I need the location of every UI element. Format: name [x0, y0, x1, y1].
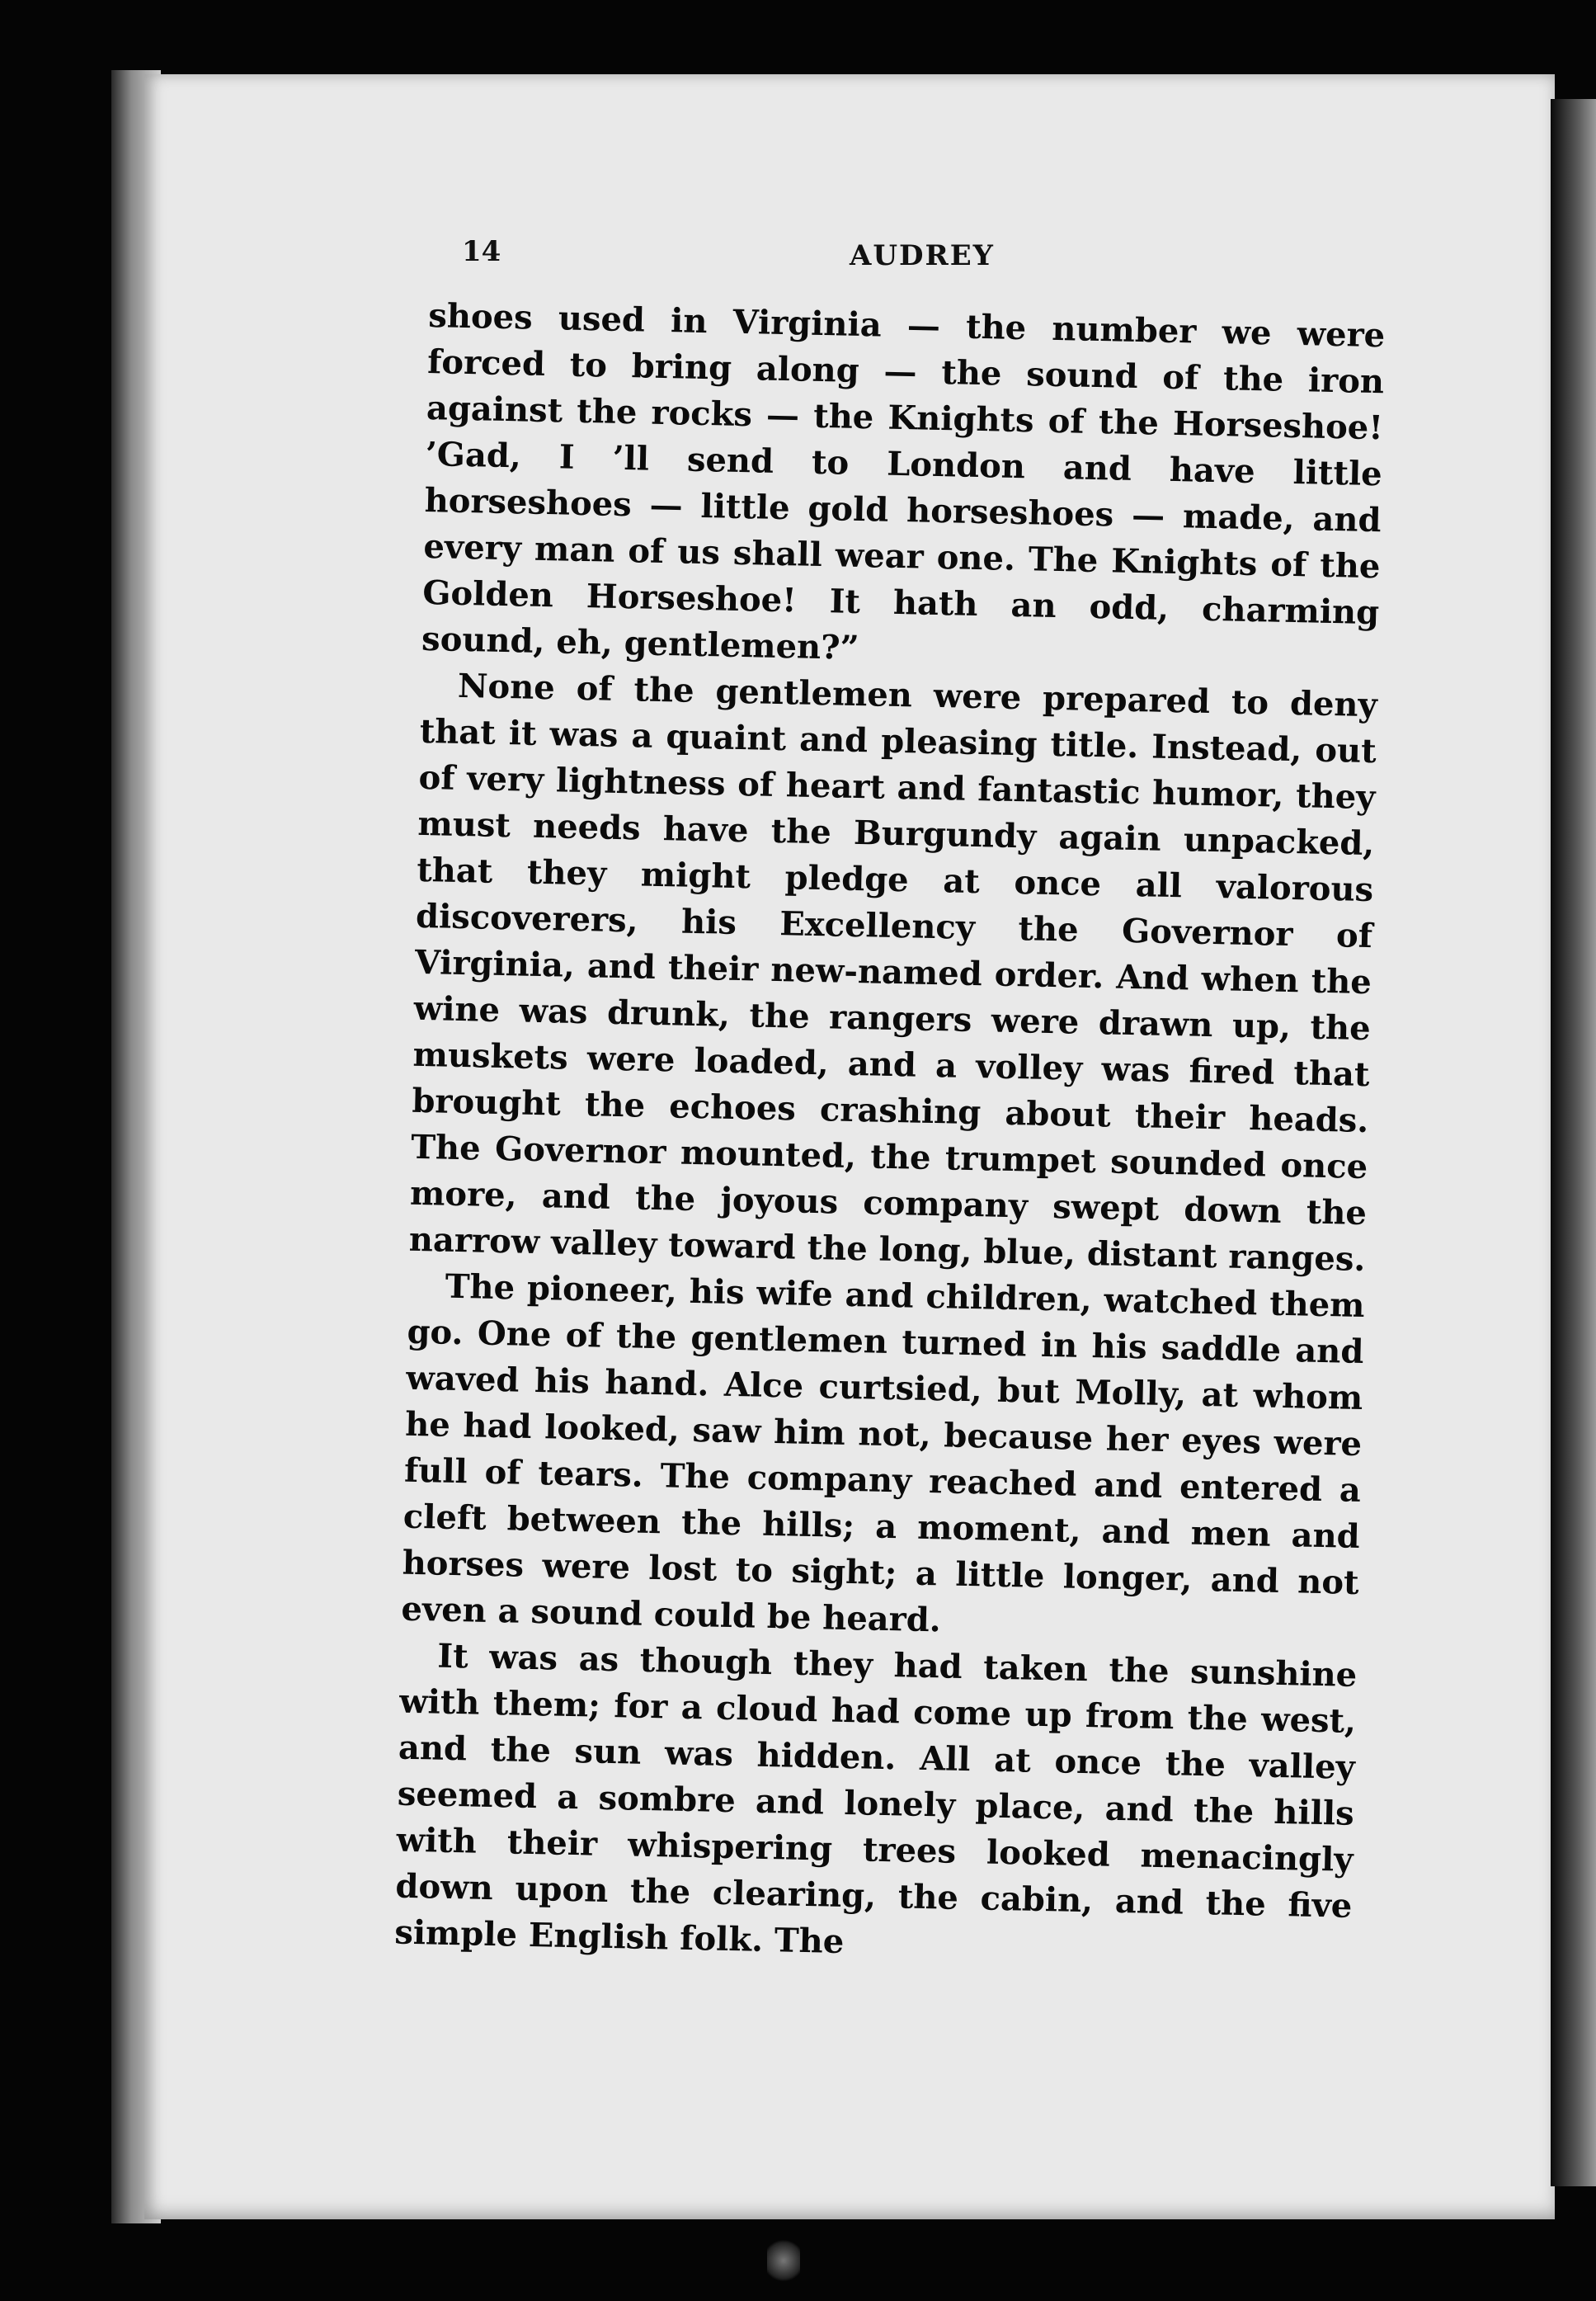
paragraph-1: shoes used in Virginia — the number we were forced to bring along — the sound of the iron against the rocks — the Knights of the Horseshoe! ’Gad, I ’ll send to London and have little horseshoes — little gold horseshoes — made, and every man of us shall wear one. The Knights of the Golden Horseshoe! It hath an odd, charming sound, eh, gentlemen?” [421, 295, 1386, 668]
paragraph-2: None of the gentlemen were prepared to deny that it was a quaint and pleasing title. Instead, out of very lightness of heart and fantastic humor, they must needs have the Burgundy again unpacked, that they might pledge at once all valorous discoverers, his Excellency the Governor of Virginia, and their new-named order. And when the wine was drunk, the rangers were drawn up, the muskets were loaded, and a volley was fired that brought the echoes crashing about their heads. The Governor mounted, the trumpet sounded once more, and the joyous company swept down the narrow valley toward the long, blue, distant ranges. [408, 666, 1378, 1280]
running-head: AUDREY [850, 239, 995, 272]
page-number: 14 [462, 235, 501, 268]
paragraph-4: It was as though they had taken the sunshine with them; for a cloud had come up from the west, and the sun was hidden. All at once the valley seemed a sombre and lonely place, and the hills with their whispering trees looked menacingly down upon the clearing, the cabin, and the five simple English folk. The [393, 1636, 1358, 1961]
binding-mark [767, 2236, 800, 2285]
page-header [462, 235, 1410, 285]
body-text [394, 293, 1386, 1976]
adjacent-page-edge [1551, 99, 1596, 2186]
paragraph-3: The pioneer, his wife and children, watched them go. One of the gentlemen turned in his saddle and waved his hand. Alce curtsied, but Molly, at whom he had looked, saw him not, because her eyes were full of tears. The company reached and entered a cleft between the hills; a moment, and men and horses were lost to sight; a little longer, and not even a sound could be heard. [401, 1266, 1366, 1640]
